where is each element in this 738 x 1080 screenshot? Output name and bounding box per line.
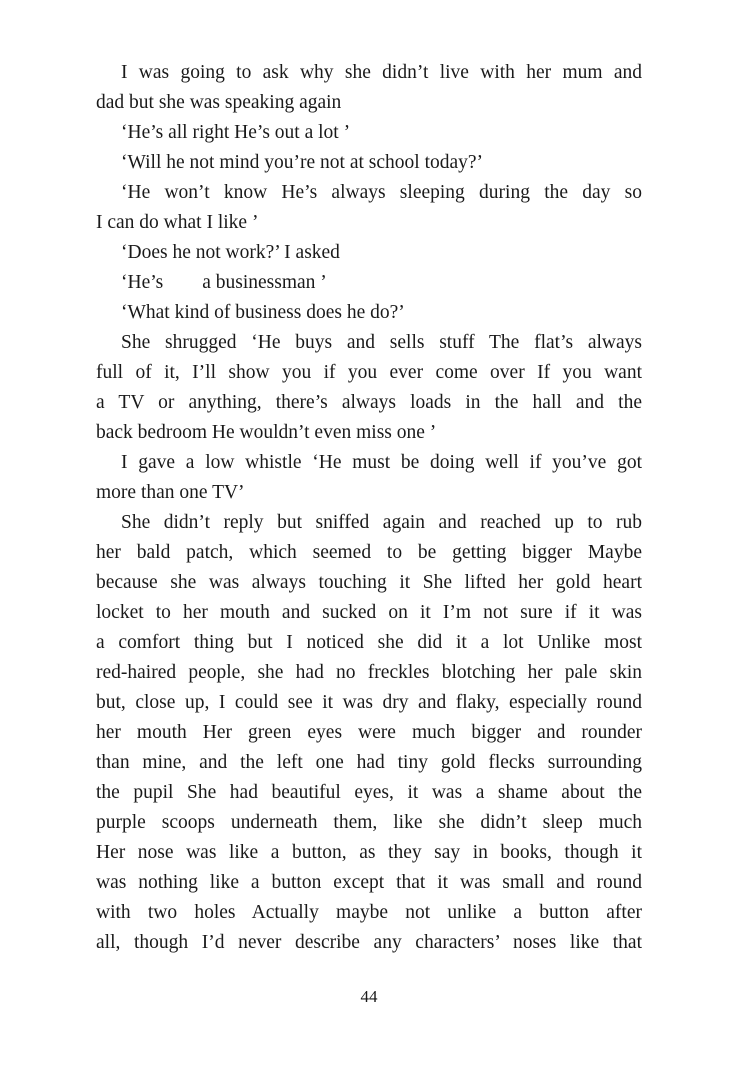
text-line: her mouth Her green eyes were much bigger and rounder <box>96 722 642 743</box>
text-line: but, close up, I could see it was dry and flaky, especially round <box>96 692 642 713</box>
text-line: purple scoops underneath them, like she didn’t sleep much <box>96 812 642 833</box>
text-line: She shrugged ‘He buys and sells stuff The flat’s always <box>121 332 642 353</box>
text-line: was nothing like a button except that it was small and round <box>96 872 642 893</box>
text-line: her bald patch, which seemed to be getting bigger Maybe <box>96 542 642 563</box>
text-line: a comfort thing but I noticed she did it a lot Unlike most <box>96 632 642 653</box>
text-line: than mine, and the left one had tiny gold flecks surrounding <box>96 752 642 773</box>
text-line: back bedroom He wouldn’t even miss one ’ <box>96 422 437 443</box>
text-line: I can do what I like ’ <box>96 212 259 233</box>
text-line: because she was always touching it She lifted her gold heart <box>96 572 642 593</box>
text-line: full of it, I’ll show you if you ever come over If you want <box>96 362 642 383</box>
text-line: dad but she was speaking again <box>96 92 342 113</box>
text-line: Her nose was like a button, as they say in books, though it <box>96 842 642 863</box>
text-line: red-haired people, she had no freckles blotching her pale skin <box>96 662 642 683</box>
text-line: the pupil She had beautiful eyes, it was a shame about the <box>96 782 642 803</box>
text-line: ‘He won’t know He’s always sleeping during the day so <box>121 182 642 203</box>
text-line: more than one TV’ <box>96 482 245 503</box>
text-line: ‘He’s a businessman ’ <box>121 272 327 293</box>
text-line: She didn’t reply but sniffed again and reached up to rub <box>121 512 642 533</box>
text-line: ‘He’s all right He’s out a lot ’ <box>121 122 351 143</box>
text-line: all, though I’d never describe any characters’ noses like that <box>96 932 642 953</box>
text-line: with two holes Actually maybe not unlike a button after <box>96 902 642 923</box>
text-line: locket to her mouth and sucked on it I’m not sure if it was <box>96 602 642 623</box>
text-line: ‘Does he not work?’ I asked <box>121 242 340 263</box>
text-line: a TV or anything, there’s always loads in the hall and the <box>96 392 642 413</box>
text-line: ‘What kind of business does he do?’ <box>121 302 405 323</box>
text-line: ‘Will he not mind you’re not at school today?’ <box>121 152 484 173</box>
text-line: I gave a low whistle ‘He must be doing well if you’ve got <box>121 452 642 473</box>
text-line: I was going to ask why she didn’t live with her mum and <box>121 62 642 83</box>
book-page-text <box>96 58 642 958</box>
page-number: 44 <box>360 987 378 1006</box>
